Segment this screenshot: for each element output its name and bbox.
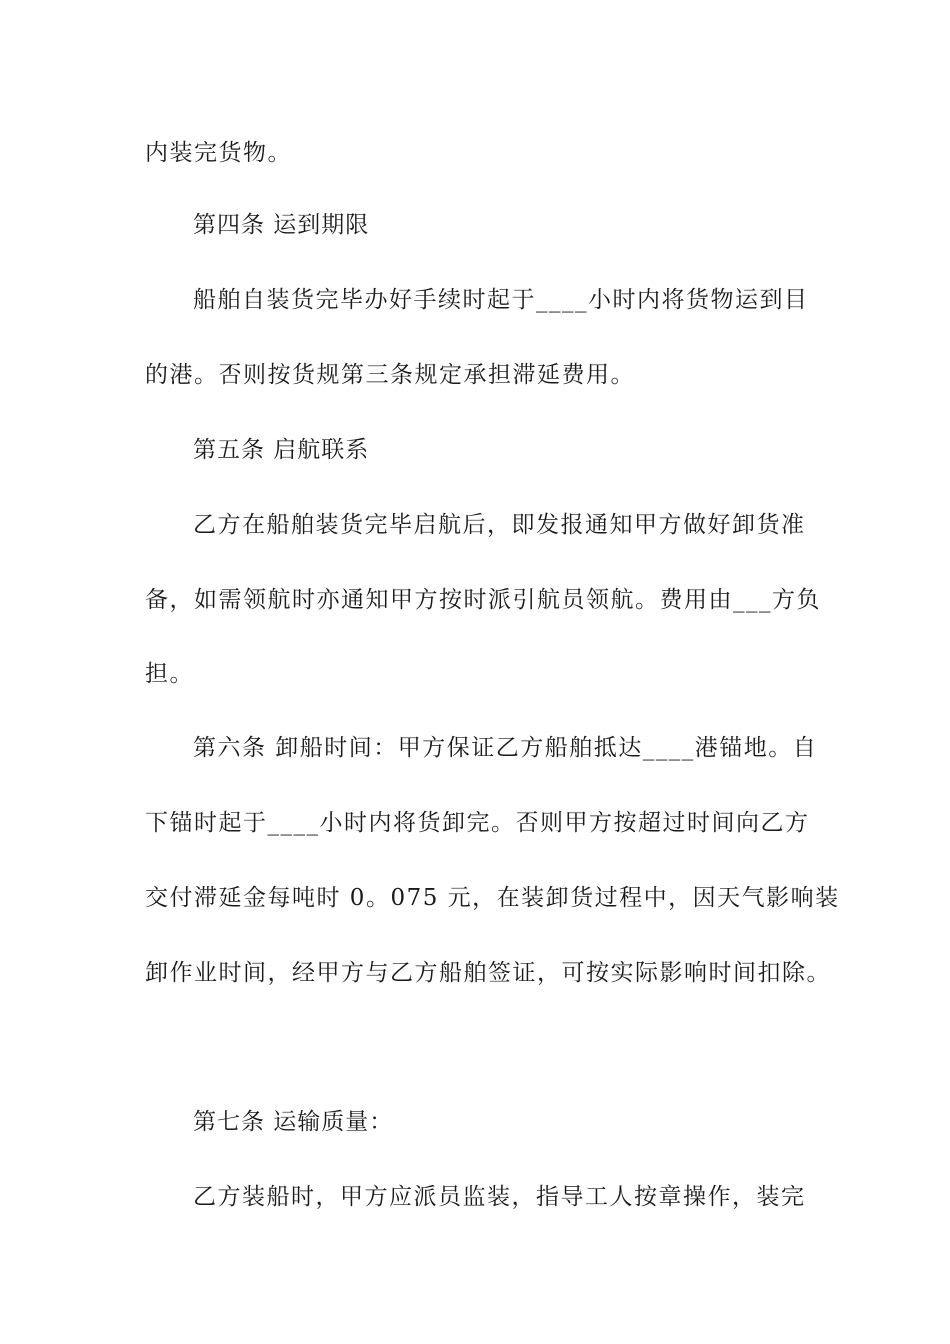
article-6-paragraph: 第六条 卸船时间：甲方保证乙方船舶抵达____港锚地。自 <box>193 735 818 761</box>
paragraph-line: 乙方在船舶装货完毕启航后，即发报通知甲方做好卸货准 <box>193 512 806 538</box>
paragraph-line: 的港。否则按货规第三条规定承担滞延费用。 <box>145 362 635 388</box>
paragraph-line: 乙方装船时，甲方应派员监装，指导工人按章操作，装完 <box>193 1184 806 1210</box>
article-7-heading: 第七条 运输质量： <box>193 1109 394 1135</box>
paragraph-line: 卸作业时间，经甲方与乙方船舶签证，可按实际影响时间扣除。 <box>145 960 831 986</box>
paragraph-line: 担。 <box>145 661 194 687</box>
paragraph-line: 船舶自装货完毕办好手续时起于____小时内将货物运到目 <box>193 287 809 313</box>
paragraph-line: 下锚时起于____小时内将货卸完。否则甲方按超过时间向乙方 <box>145 810 810 836</box>
article-4-heading: 第四条 运到期限 <box>193 212 370 238</box>
paragraph-line: 内装完货物。 <box>145 140 292 166</box>
paragraph-line: 交付滞延金每吨时 0。075 元，在装卸货过程中，因天气影响装 <box>145 885 840 911</box>
article-5-heading: 第五条 启航联系 <box>193 437 370 463</box>
paragraph-line: 备，如需领航时亦通知甲方按时派引航员领航。费用由___方负 <box>145 587 821 613</box>
